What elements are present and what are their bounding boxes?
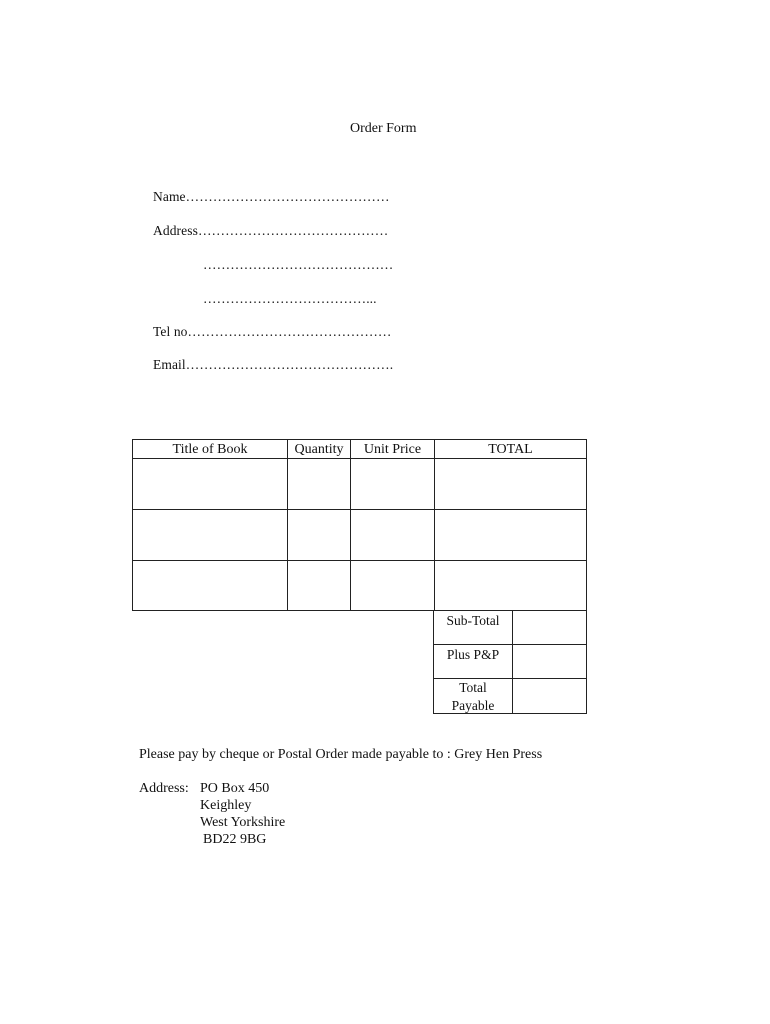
total-cell[interactable] (435, 459, 586, 509)
pp-value-box[interactable] (512, 645, 586, 678)
header-quantity: Quantity (294, 442, 344, 457)
totals-block (433, 610, 587, 714)
tel-field[interactable]: Tel no……………………………………… (153, 324, 392, 339)
total-payable-label (434, 679, 512, 715)
total-payable-value-box[interactable] (512, 679, 586, 712)
total-payable-label-line1: Total (459, 680, 487, 695)
header-total: TOTAL (488, 442, 533, 457)
header-title-of-book: Title of Book (172, 442, 248, 457)
total-payable-label-line2: Payable (451, 698, 495, 713)
address-field[interactable]: Address…………………………………… (153, 223, 389, 238)
address-line: Keighley (200, 798, 252, 813)
address-line: PO Box 450 (200, 781, 270, 796)
subtotal-label: Sub-Total (446, 613, 500, 628)
pp-label: Plus P&P (446, 647, 500, 662)
payment-instructions: Please pay by cheque or Postal Order made payable to : Grey Hen Press (139, 747, 543, 762)
quantity-cell[interactable] (288, 510, 350, 560)
book-title-cell[interactable] (133, 510, 287, 560)
order-table (132, 439, 587, 611)
address-line: BD22 9BG (203, 832, 267, 847)
address-line-3-field[interactable]: ………………………………... (203, 291, 377, 306)
email-field[interactable]: Email………………………………………. (153, 357, 394, 372)
book-title-cell[interactable] (133, 561, 287, 610)
unit-price-cell[interactable] (351, 510, 434, 560)
quantity-cell[interactable] (288, 459, 350, 509)
total-cell[interactable] (435, 510, 586, 560)
unit-price-cell[interactable] (351, 459, 434, 509)
header-unit-price: Unit Price (363, 442, 422, 457)
subtotal-value-box[interactable] (512, 610, 586, 644)
book-title-cell[interactable] (133, 459, 287, 509)
address-label: Address: (139, 781, 189, 796)
quantity-cell[interactable] (288, 561, 350, 610)
name-field[interactable]: Name……………………………………… (153, 189, 390, 204)
total-cell[interactable] (435, 561, 586, 610)
address-line-2-field[interactable]: …………………………………… (203, 257, 394, 272)
unit-price-cell[interactable] (351, 561, 434, 610)
address-line: West Yorkshire (200, 815, 286, 830)
form-title: Order Form (350, 121, 417, 136)
